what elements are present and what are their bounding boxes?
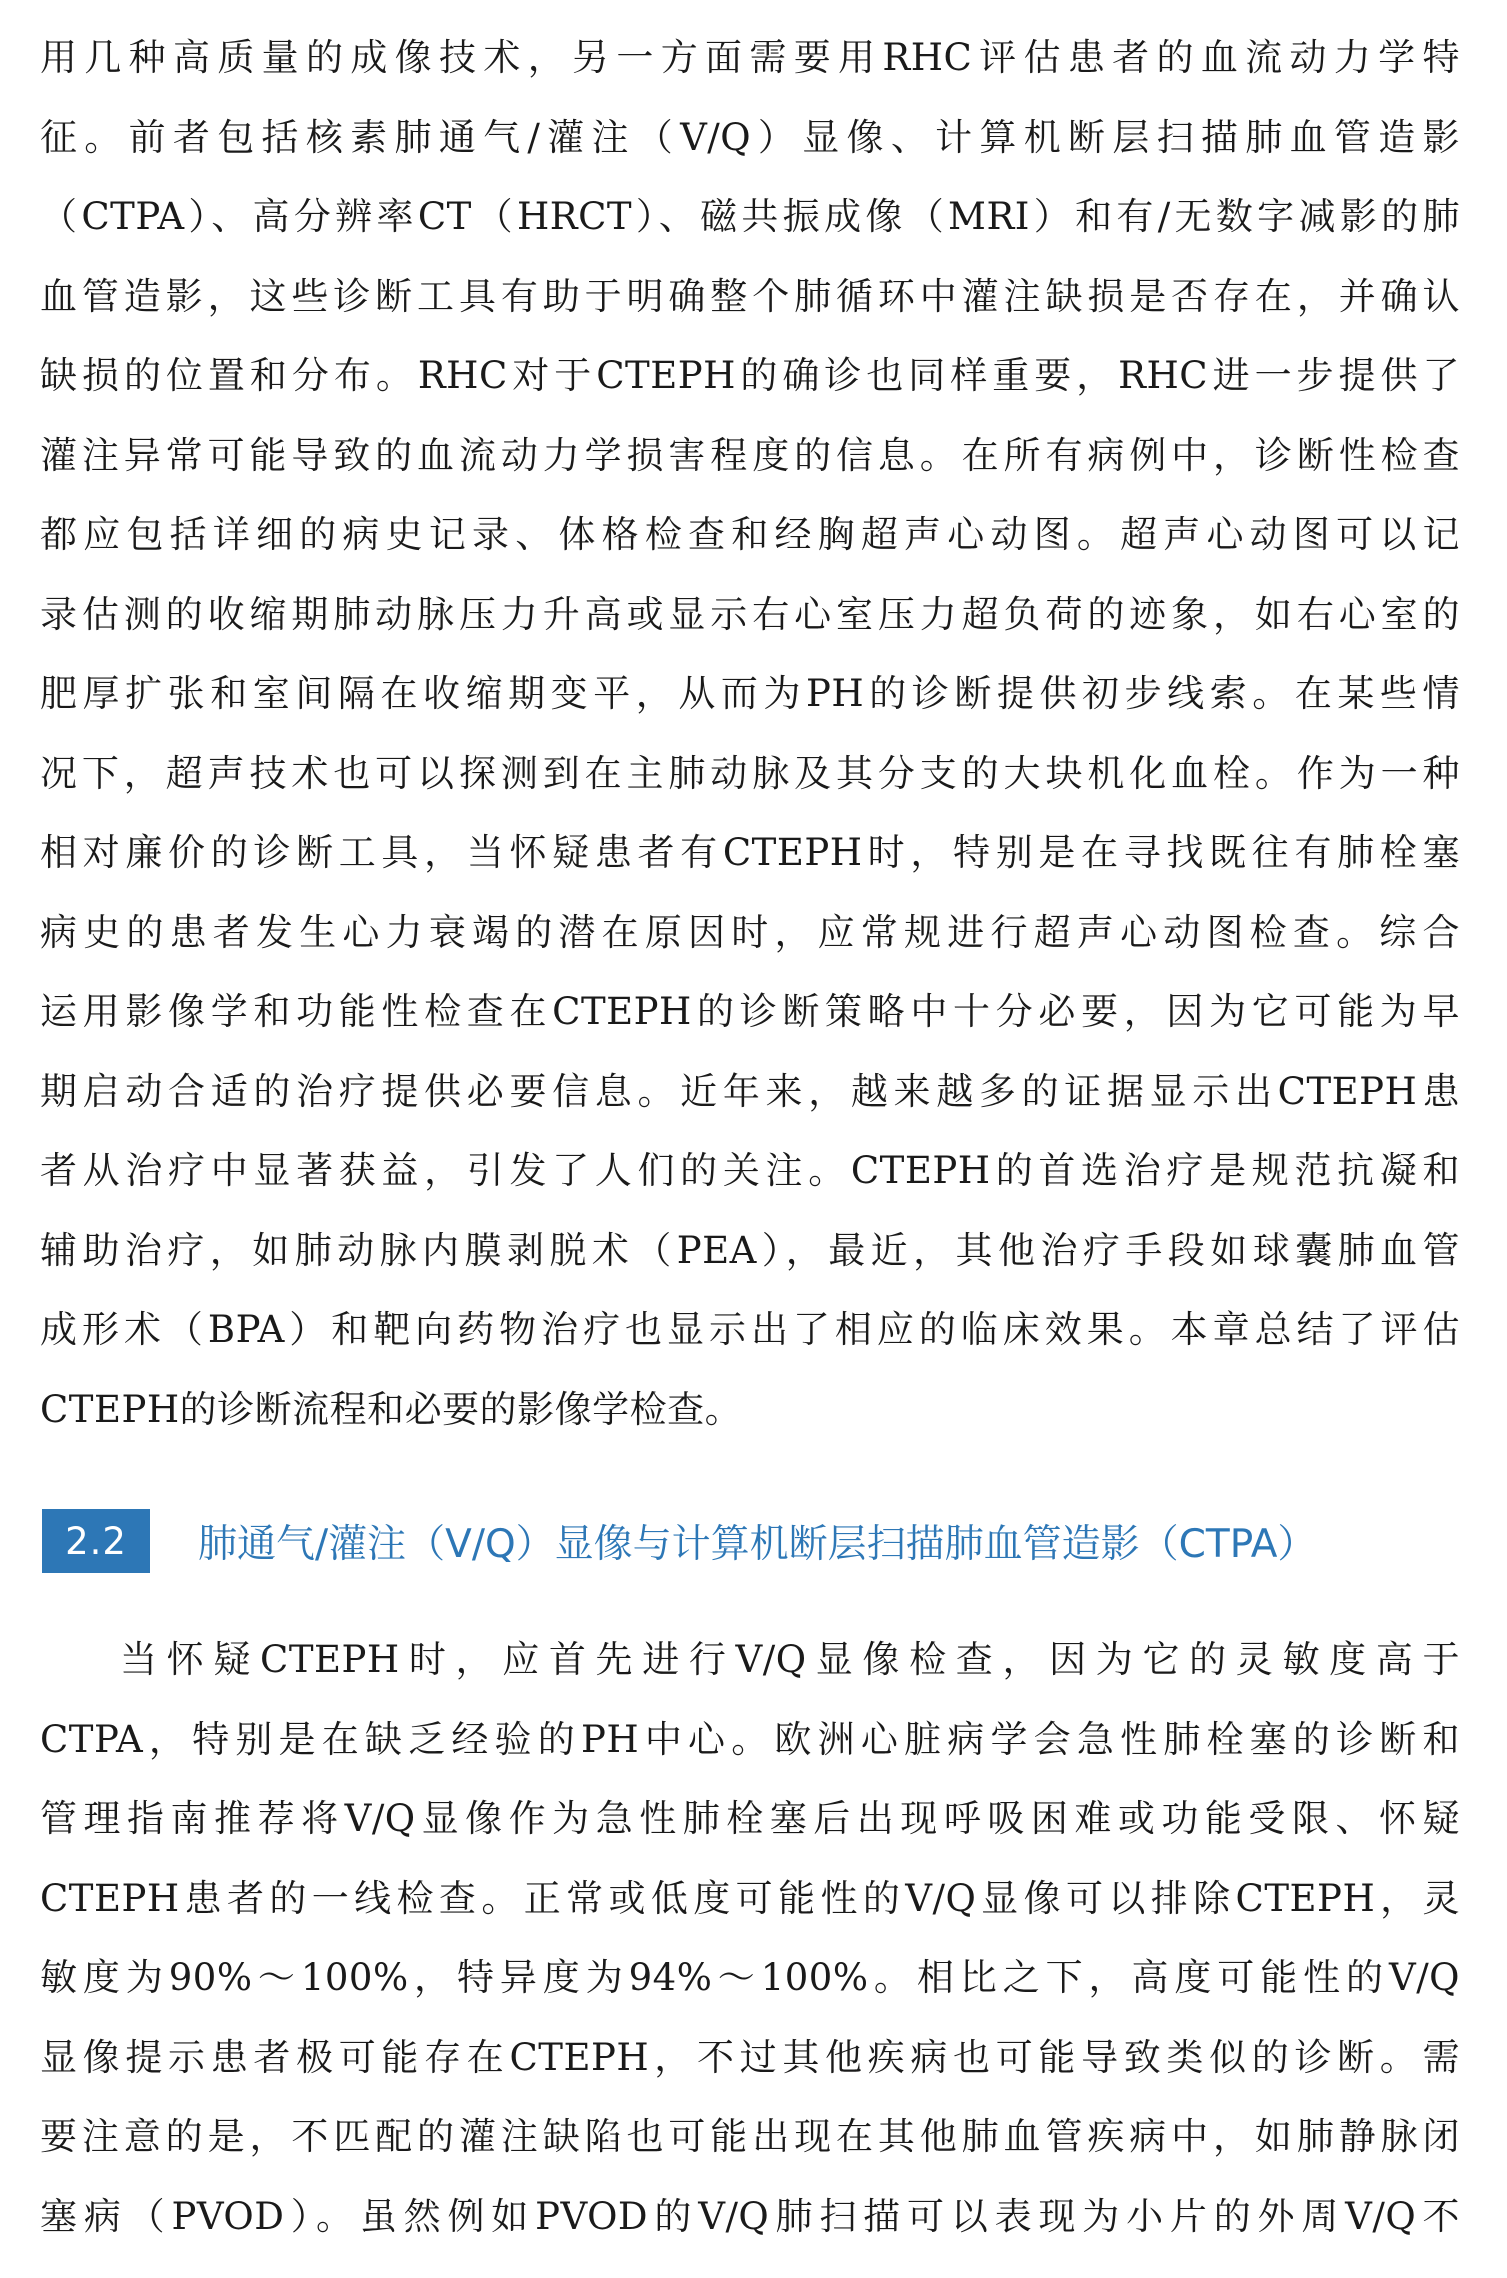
- text-line: 管理指南推荐将V/Q显像作为急性肺栓塞后出现呼吸困难或功能受限、怀疑: [40, 1797, 1460, 1840]
- text-line: 显像提示患者极可能存在CTEPH，不过其他疾病也可能导致类似的诊断。需: [40, 2035, 1460, 2079]
- text-line: 病史的患者发生心力衰竭的潜在原因时，应常规进行超声心动图检查。综合: [40, 910, 1460, 954]
- text-line: 相对廉价的诊断工具，当怀疑患者有CTEPH时，特别是在寻找既往有肺栓塞: [40, 831, 1460, 874]
- body-paragraph-2: [40, 1620, 1460, 2256]
- text-line: 用几种高质量的成像技术，另一方面需要用RHC评估患者的血流动力学特: [40, 36, 1460, 79]
- text-line: 辅助治疗，如肺动脉内膜剥脱术（PEA），最近，其他治疗手段如球囊肺血管: [40, 1228, 1460, 1272]
- text-line: 血管造影，这些诊断工具有助于明确整个肺循环中灌注缺损是否存在，并确认: [40, 274, 1460, 318]
- body-paragraph-1: [40, 18, 1460, 1449]
- section-title: 肺通气/灌注（V/Q）显像与计算机断层扫描肺血管造影（CTPA）: [198, 1522, 1317, 1567]
- text-line: CTPA，特别是在缺乏经验的PH中心。欧洲心脏病学会急性肺栓塞的诊断和: [40, 1717, 1460, 1761]
- text-line: 肥厚扩张和室间隔在收缩期变平，从而为PH的诊断提供初步线索。在某些情: [40, 672, 1460, 715]
- text-line: CTEPH的诊断流程和必要的影像学检查。: [40, 1387, 743, 1431]
- text-line: 灌注异常可能导致的血流动力学损害程度的信息。在所有病例中，诊断性检查: [40, 433, 1460, 477]
- text-line: 期启动合适的治疗提供必要信息。近年来，越来越多的证据显示出CTEPH患: [40, 1069, 1460, 1113]
- text-line: CTEPH患者的一线检查。正常或低度可能性的V/Q显像可以排除CTEPH，灵: [40, 1876, 1460, 1920]
- text-line: 者从治疗中显著获益，引发了人们的关注。CTEPH的首选治疗是规范抗凝和: [40, 1149, 1460, 1192]
- text-line: 录估测的收缩期肺动脉压力升高或显示右心室压力超负荷的迹象，如右心室的: [40, 592, 1460, 636]
- text-line: 要注意的是，不匹配的灌注缺陷也可能出现在其他肺血管疾病中，如肺静脉闭: [40, 2115, 1460, 2158]
- text-line: 缺损的位置和分布。RHC对于CTEPH的确诊也同样重要，RHC进一步提供了: [40, 354, 1460, 397]
- text-line: 敏度为90%～100%，特异度为94%～100%。相比之下，高度可能性的V/Q: [40, 1956, 1460, 1999]
- text-line: 运用影像学和功能性检查在CTEPH的诊断策略中十分必要，因为它可能为早: [40, 990, 1460, 1033]
- text-line: 当怀疑CTEPH时，应首先进行V/Q显像检查，因为它的灵敏度高于: [120, 1638, 1460, 1681]
- text-line: 都应包括详细的病史记录、体格检查和经胸超声心动图。超声心动图可以记: [40, 513, 1460, 556]
- text-line: 成形术（BPA）和靶向药物治疗也显示出了相应的临床效果。本章总结了评估: [40, 1308, 1460, 1351]
- text-line: 塞病（PVOD）。虽然例如PVOD的V/Q肺扫描可以表现为小片的外周V/Q不: [40, 2194, 1460, 2238]
- text-line: 征。前者包括核素肺通气/灌注（V/Q）显像、计算机断层扫描肺血管造影: [40, 115, 1460, 159]
- text-line: （CTPA）、高分辨率CT（HRCT）、磁共振成像（MRI）和有/无数字减影的肺: [40, 195, 1460, 238]
- section-heading: [42, 1508, 1462, 1574]
- section-number-badge: 2.2: [42, 1509, 150, 1573]
- text-line: 况下，超声技术也可以探测到在主肺动脉及其分支的大块机化血栓。作为一种: [40, 751, 1460, 795]
